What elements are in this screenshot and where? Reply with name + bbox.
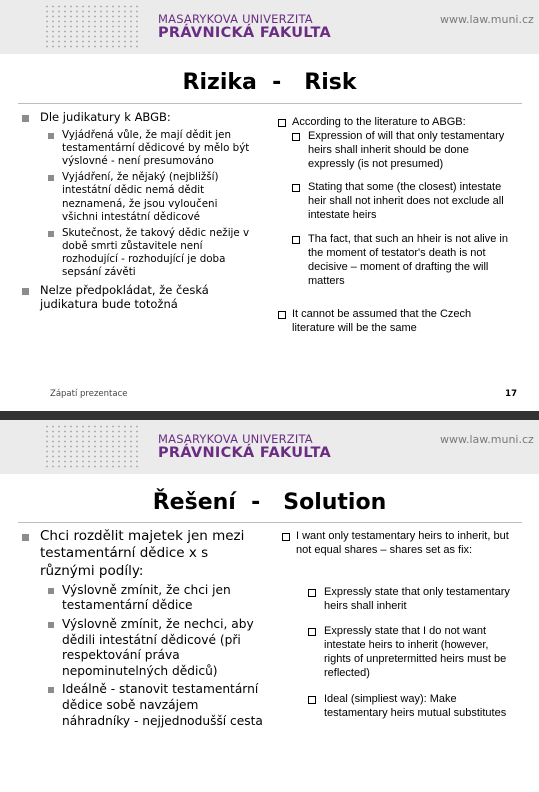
item-text: It cannot be assumed that the Czech literature will be the same (292, 308, 472, 335)
slide-divider (0, 411, 539, 420)
square-bullet-icon (48, 687, 54, 693)
left-column (22, 110, 250, 312)
square-bullet-icon (48, 231, 54, 237)
sub-item (308, 586, 514, 614)
slide-header (0, 0, 539, 54)
checkbox-bullet-icon (308, 628, 316, 636)
list-item (282, 530, 514, 558)
sub-item-text: Ideálně - stanovit testamentární dědice sobě navzájem náhradníky - nejjednodušší cesta (62, 682, 263, 728)
list-item (278, 308, 516, 336)
page-number: 17 (505, 389, 517, 399)
sub-item (292, 130, 516, 172)
square-bullet-icon (48, 175, 54, 181)
item-text: Chci rozdělit majetek jen mezi testamentární dědice x s různými podíly: (40, 528, 245, 579)
logo-pattern (44, 4, 140, 50)
right-column (282, 530, 514, 721)
checkbox-bullet-icon (308, 696, 316, 704)
faculty-name: PRÁVNICKÁ FAKULTA (158, 445, 332, 461)
item-text: I want only testamentary heirs to inherit, but not equal shares – shares set as fix: (296, 530, 509, 556)
list-item (22, 528, 267, 580)
slide-title: Řešení - Solution (152, 490, 387, 515)
checkbox-bullet-icon (282, 533, 290, 541)
sub-item-text: Vyjádřená vůle, že mají dědit jen testamentární dědicové by mělo být výslovné - není presumováno (62, 128, 250, 168)
checkbox-bullet-icon (308, 589, 316, 597)
title-divider (18, 103, 522, 104)
faculty-name: PRÁVNICKÁ FAKULTA (158, 25, 332, 41)
sub-item (48, 129, 254, 169)
checkbox-bullet-icon (292, 184, 300, 192)
slide-18 (0, 420, 539, 792)
item-text: Nelze předpokládat, že česká judikatura bude totožná (40, 282, 209, 312)
checkbox-bullet-icon (292, 133, 300, 141)
slide-header (0, 420, 539, 474)
title-divider (18, 522, 522, 523)
square-bullet-icon (22, 534, 29, 541)
university-name: MASARYKOVA UNIVERZITA (158, 12, 313, 26)
sub-item (292, 233, 516, 288)
checkbox-bullet-icon (292, 236, 300, 244)
sub-item-text: Skutečnost, že takový dědic nežije v době smrti zůstavitele není rozhodující - rozhodující je doba sepsání závěti (62, 226, 250, 279)
square-bullet-icon (48, 133, 54, 139)
presentation-footer: Zápatí prezentace (50, 389, 128, 399)
square-bullet-icon (22, 115, 29, 122)
square-bullet-icon (48, 622, 54, 628)
sub-item (48, 227, 254, 280)
website-url: www.law.muni.cz (440, 13, 534, 26)
sub-item (48, 617, 267, 679)
slide-title: Rizika - Risk (182, 70, 357, 95)
checkbox-bullet-icon (278, 311, 286, 319)
list-item (22, 283, 247, 312)
list-item (22, 110, 247, 125)
sub-item-text: Výslovně zmínit, že chci jen testamentární dědice (62, 582, 231, 613)
sub-item (48, 583, 267, 614)
left-column (22, 528, 267, 729)
logo-pattern (44, 424, 140, 470)
checkbox-bullet-icon (278, 119, 286, 127)
sub-item (308, 693, 514, 721)
sub-item-text: Výslovně zmínit, že nechci, aby dědili intestátní dědicové (při respektování práva nepominutelných dědiců) (62, 617, 254, 678)
right-column (278, 116, 516, 336)
item-text: Dle judikatury k ABGB: (40, 110, 171, 124)
sub-item-text: Stating that some (the closest) intestate heir shall not inherit does not exclude all intestate heirs (308, 181, 504, 222)
sub-item-text: Expression of will that only testamentary heirs shall inherit should be done expressly (is not presumed) (308, 129, 505, 170)
website-url: www.law.muni.cz (440, 433, 534, 446)
list-item (278, 116, 516, 130)
university-name: MASARYKOVA UNIVERZITA (158, 432, 313, 446)
sub-item (48, 171, 254, 224)
sub-item-text: Ideal (simpliest way): Make testamentary heirs mutual substitutes (324, 692, 507, 719)
sub-item-text: Expressly state that I do not want intestate heirs to inherit (however, rights of unpretermitted heirs must be reflected) (324, 625, 507, 680)
square-bullet-icon (48, 588, 54, 594)
item-text: According to the literature to ABGB: (292, 116, 466, 128)
square-bullet-icon (22, 288, 29, 295)
sub-item (292, 181, 516, 223)
sub-item-text: Tha fact, that such an hheir is not alive in the moment of testator's death is not decisive – moment of drafting the will matters (308, 233, 508, 287)
sub-item-text: Expressly state that only testamentary heirs shall inherit (324, 585, 510, 612)
sub-item-text: Vyjádření, že nějaký (nejbližší) intestátní dědic nemá dědit neznamená, že jsou vyloučeni všichni intestátní dědicové (62, 171, 219, 223)
sub-item (48, 682, 267, 729)
sub-item (308, 625, 514, 680)
